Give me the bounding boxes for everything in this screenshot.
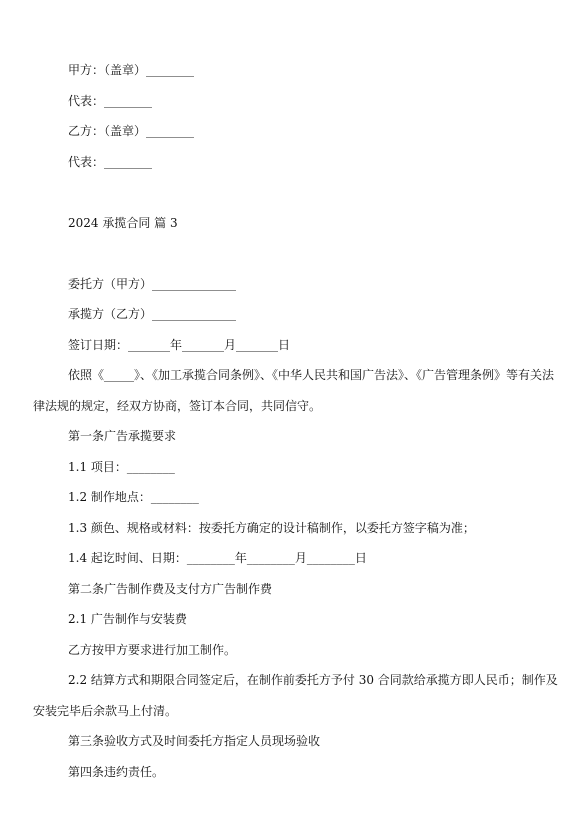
- item-1-2: 1.2 制作地点：________: [68, 490, 199, 504]
- contractor-party: 承揽方（乙方）______________: [68, 307, 237, 321]
- item-2-2-line-2: 安装完毕后余款马上付清。: [33, 704, 178, 718]
- preamble-line-1: 依照《_____》、《加工承揽合同条例》、《中华人民共和国广告法》、《广告管理条例》等有关法: [68, 368, 555, 382]
- section-title: 2024 承揽合同 篇 3: [68, 216, 178, 230]
- article-3-title: 第三条验收方式及时间委托方指定人员现场验收: [68, 734, 321, 748]
- party-a-representative: 代表：________: [68, 94, 153, 108]
- item-2-1: 2.1 广告制作与安装费: [68, 612, 187, 626]
- article-1-title: 第一条广告承揽要求: [68, 429, 177, 443]
- party-b-signature: 乙方：（盖章）________: [68, 124, 195, 138]
- item-1-3: 1.3 颜色、规格或材料：按委托方确定的设计稿制作，以委托方签字稿为准；: [68, 521, 475, 535]
- article-2-title: 第二条广告制作费及支付方广告制作费: [68, 582, 273, 596]
- client-party: 委托方（甲方）______________: [68, 277, 237, 291]
- party-a-signature: 甲方：（盖章）________: [68, 63, 195, 77]
- article-4-title: 第四条违约责任。: [68, 765, 165, 779]
- item-2-2-line-1: 2.2 结算方式和期限合同签定后，在制作前委托方予付 30 合同款给承揽方即人民币；制作及: [68, 673, 558, 687]
- item-1-4: 1.4 起讫时间、日期：________年________月________日: [68, 551, 367, 565]
- item-2-1-text: 乙方按甲方要求进行加工制作。: [68, 643, 237, 657]
- signing-date: 签订日期：_______年_______月_______日: [68, 338, 291, 352]
- item-1-1: 1.1 项目：________: [68, 460, 175, 474]
- party-b-representative: 代表：________: [68, 155, 153, 169]
- preamble-line-2: 律法规的规定，经双方协商，签订本合同，共同信守。: [33, 399, 322, 413]
